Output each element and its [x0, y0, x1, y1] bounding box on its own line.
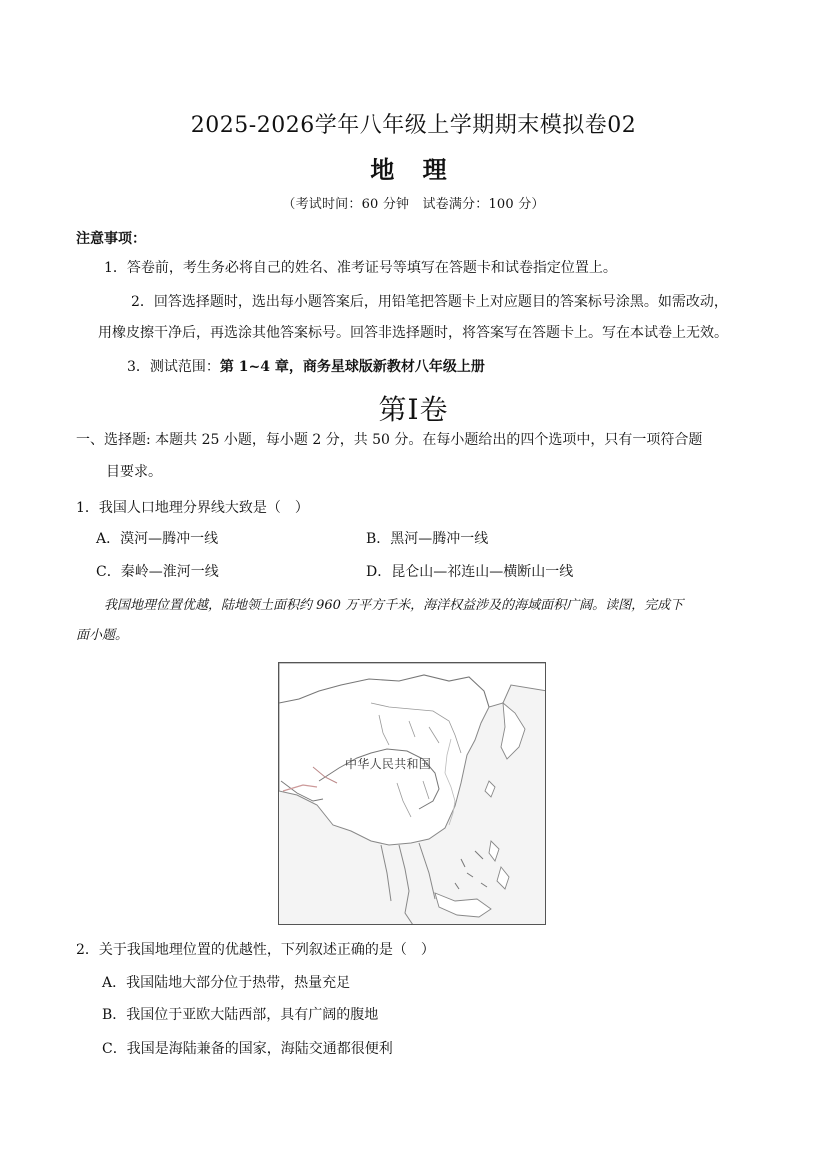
notice-item-3: [127, 357, 485, 377]
notice-title: 注意事项：: [76, 231, 146, 247]
exam-title: 2025-2026学年八年级上学期期末模拟卷02: [190, 113, 637, 138]
choice-intro-line-2: 目要求。: [106, 464, 162, 480]
passage-line-1: 我国地理位置优越，陆地领土面积约 960 万平方千米，海洋权益涉及的海域面积广阔。读图，完成下: [104, 598, 684, 613]
question-1-option-a: A．漠河—腾冲一线: [96, 531, 219, 547]
notice-item-3-scope: 第 1~4 章，商务星球版新教材八年级上册: [219, 359, 485, 375]
notice-item-2-cont: 用橡皮擦干净后，再选涂其他答案标号。回答非选择题时，将答案写在答题卡上。写在本试卷上无效。: [98, 325, 728, 341]
china-map-figure: [278, 662, 546, 925]
question-2-stem: 2．关于我国地理位置的优越性，下列叙述正确的是（ ）: [76, 942, 435, 958]
notice-item-1: 1．答卷前，考生务必将自己的姓名、准考证号等填写在答题卡和试卷指定位置上。: [104, 260, 617, 276]
question-1-option-d: D．昆仑山—祁连山—横断山一线: [366, 564, 574, 580]
question-1-option-b: B．黑河—腾冲一线: [366, 531, 489, 547]
question-2-option-c: C．我国是海陆兼备的国家，海陆交通都很便利: [102, 1041, 393, 1057]
map-country-label: 中华人民共和国: [345, 757, 432, 771]
question-1-stem: 1．我国人口地理分界线大致是（ ）: [76, 500, 309, 516]
question-2-option-b: B．我国位于亚欧大陆西部，具有广阔的腹地: [102, 1007, 379, 1023]
question-2-option-a: A．我国陆地大部分位于热带，热量充足: [102, 975, 351, 991]
passage-line-2: 面小题。: [76, 628, 129, 643]
choice-intro-line-1: 一、选择题: 本题共 25 小题，每小题 2 分，共 50 分。在每小题给出的四个选项中，只有一项符合题: [76, 432, 703, 448]
subject-title: 地 理: [370, 155, 457, 184]
notice-item-2: 2．回答选择题时，选出每小题答案后，用铅笔把答题卡上对应题目的答案标号涂黑。如需改动，: [131, 294, 728, 310]
question-1-option-c: C．秦岭—淮河一线: [96, 564, 219, 580]
section-title: 第I卷: [378, 393, 449, 426]
china-map-icon: [279, 663, 546, 925]
notice-item-3-label: 3．测试范围：: [127, 359, 220, 375]
exam-info: （考试时间：60 分钟 试卷满分：100 分）: [282, 197, 545, 212]
